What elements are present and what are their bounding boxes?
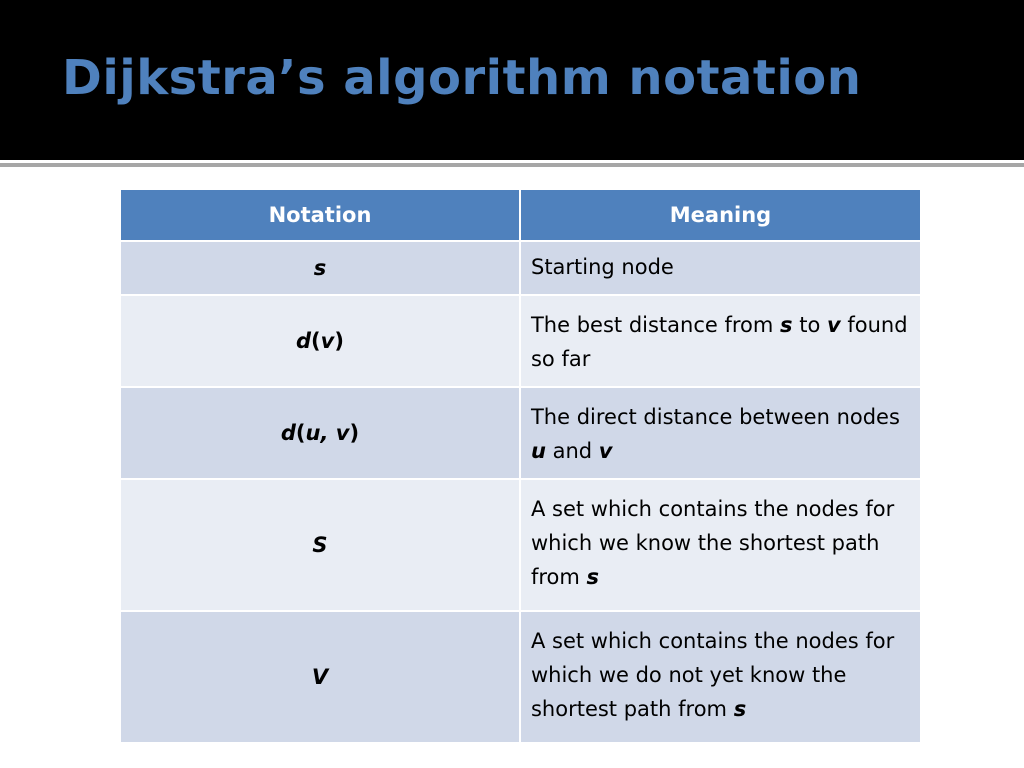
header-meaning: Meaning xyxy=(520,189,921,241)
notation-paren: ) xyxy=(334,329,344,353)
meaning-text: A set which contains the nodes for which we do not yet know the shortest path from xyxy=(530,629,895,721)
meaning-cell xyxy=(520,611,921,743)
meaning-cell xyxy=(520,387,921,479)
meaning-cell xyxy=(520,241,921,295)
notation-symbol: v xyxy=(320,329,335,353)
notation-cell xyxy=(120,479,520,611)
meaning-text: and xyxy=(545,439,599,463)
meaning-symbol: u xyxy=(530,439,546,463)
meaning-text: A set which contains the nodes for which we know the shortest path from xyxy=(530,497,895,589)
notation-cell xyxy=(120,241,520,295)
table-row xyxy=(120,295,921,387)
meaning-symbol: s xyxy=(780,313,793,337)
table-row xyxy=(120,241,921,295)
notation-symbol: v xyxy=(335,421,350,445)
notation-symbol: s xyxy=(313,256,327,280)
notation-cell xyxy=(120,611,520,743)
meaning-text: The best distance from xyxy=(530,313,781,337)
meaning-text: found so far xyxy=(530,313,908,371)
header-notation: Notation xyxy=(120,189,520,241)
table-row xyxy=(120,387,921,479)
table-row xyxy=(120,479,921,611)
meaning-symbol: v xyxy=(598,439,613,463)
notation-symbol: V xyxy=(311,665,329,689)
title-bar xyxy=(0,0,1024,160)
meaning-text: to xyxy=(792,313,827,337)
notation-paren: ( xyxy=(311,329,321,353)
notation-cell xyxy=(120,387,520,479)
meaning-symbol: s xyxy=(733,697,747,721)
notation-function: d xyxy=(280,421,296,445)
notation-symbol: u xyxy=(305,421,321,445)
notation-table xyxy=(119,188,922,744)
table-row xyxy=(120,611,921,743)
meaning-symbol: s xyxy=(586,565,600,589)
notation-paren: ( xyxy=(295,421,306,445)
meaning-text: Starting node xyxy=(530,255,674,279)
meaning-symbol: v xyxy=(826,313,841,337)
meaning-cell xyxy=(520,479,921,611)
meaning-text: The direct distance between nodes xyxy=(530,405,900,429)
slide-title: Dijkstra’s algorithm notation xyxy=(62,50,862,106)
notation-symbol: S xyxy=(312,533,328,557)
notation-function: d xyxy=(296,329,312,353)
meaning-cell xyxy=(520,295,921,387)
notation-separator: , xyxy=(320,421,336,445)
notation-paren: ) xyxy=(349,421,360,445)
notation-cell xyxy=(120,295,520,387)
table-header-row xyxy=(120,189,921,241)
